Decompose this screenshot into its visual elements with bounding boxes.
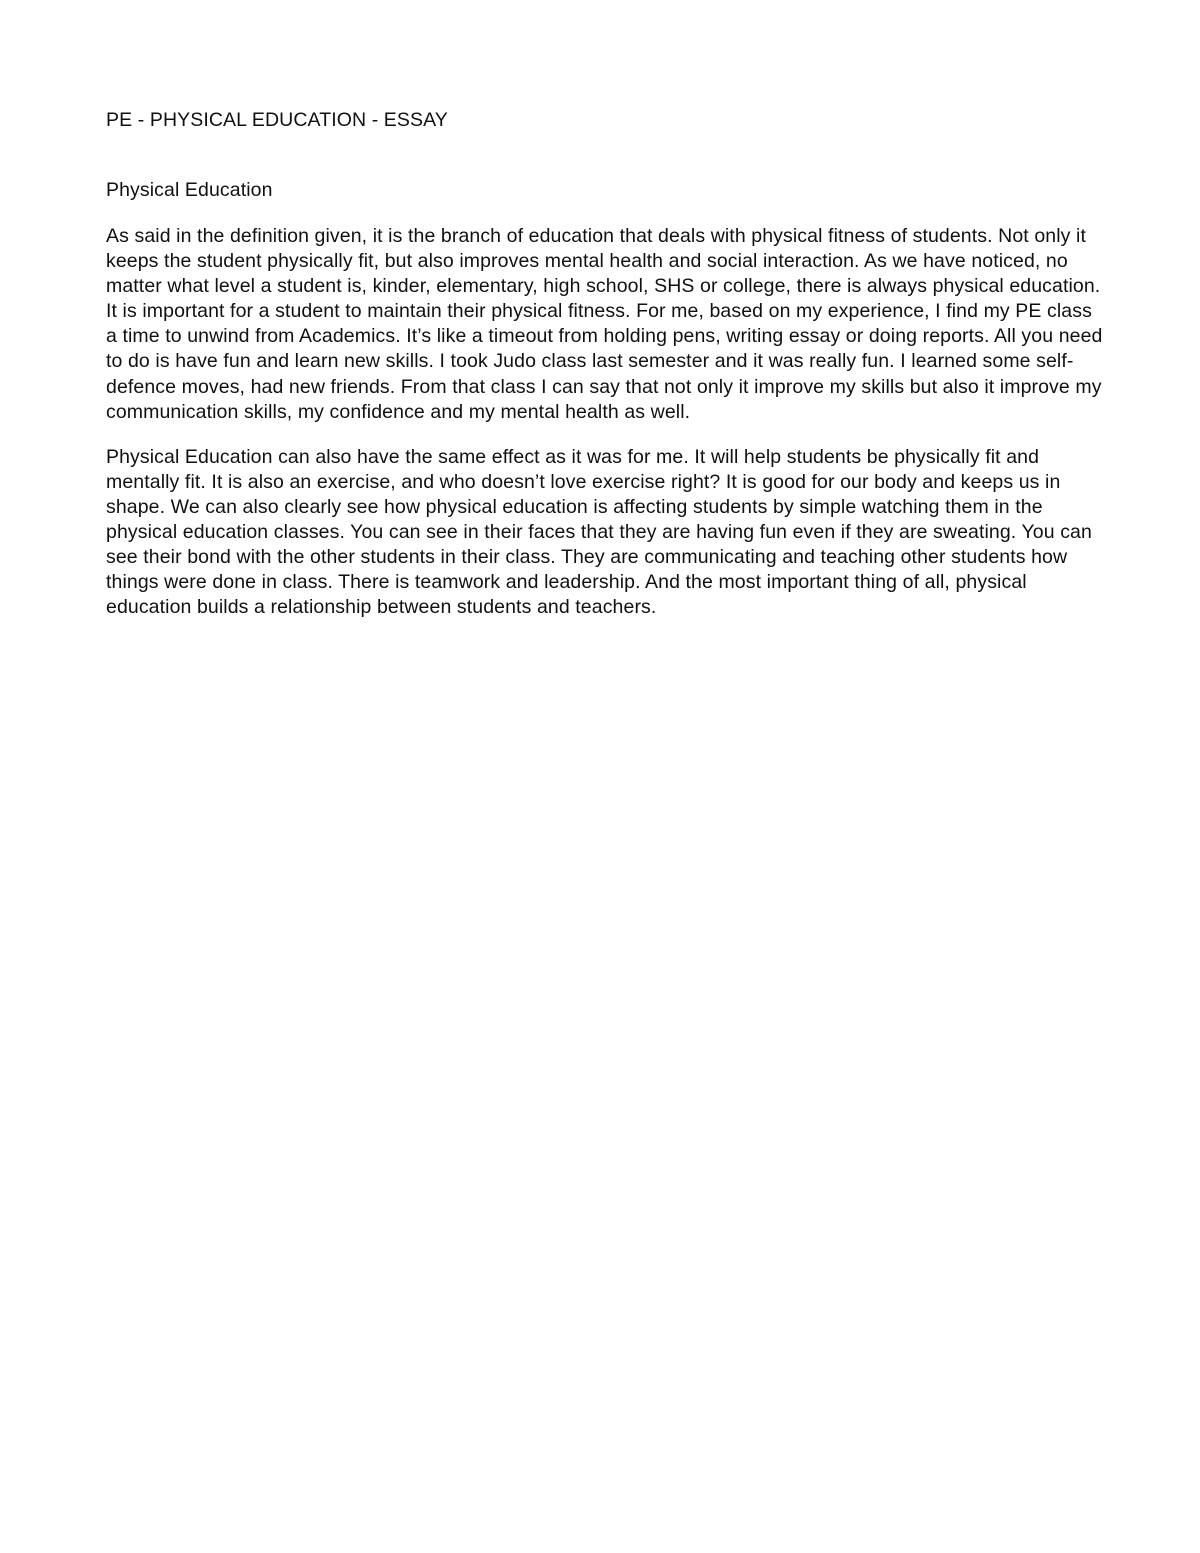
document-title: PE - PHYSICAL EDUCATION - ESSAY — [106, 109, 448, 131]
section-heading: Physical Education — [106, 179, 273, 201]
essay-paragraph-1: As said in the definition given, it is the branch of education that deals with physical fitness of students. Not only it keeps the student physically fit, but also improves mental health and social interaction. As we have noticed, no matter what level a student is, kinder, elementary, high school, SHS or college, there is always physical education. It is important for a student to maintain their physical fitness. For me, based on my experience, I find my PE class a time to unwind from Academics. It’s like a timeout from holding pens, writing essay or doing reports. All you need to do is have fun and learn new skills. I took Judo class last semester and it was really fun. I learned some self-defence moves, had new friends. From that class I can say that not only it improve my skills but also it improve my communication skills, my confidence and my mental health as well. — [106, 225, 1103, 423]
essay-paragraph-2: Physical Education can also have the same effect as it was for me. It will help students be physically fit and mentally fit. It is also an exercise, and who doesn’t love exercise right? It is good for our body and keeps us in shape. We can also clearly see how physical education is affecting students by simple watching them in the physical education classes. You can see in their faces that they are having fun even if they are sweating. You can see their bond with the other students in their class. They are communicating and teaching other students how things were done in class. There is teamwork and leadership. And the most important thing of all, physical education builds a relationship between students and teachers. — [106, 445, 1092, 619]
document-body — [106, 108, 1106, 620]
